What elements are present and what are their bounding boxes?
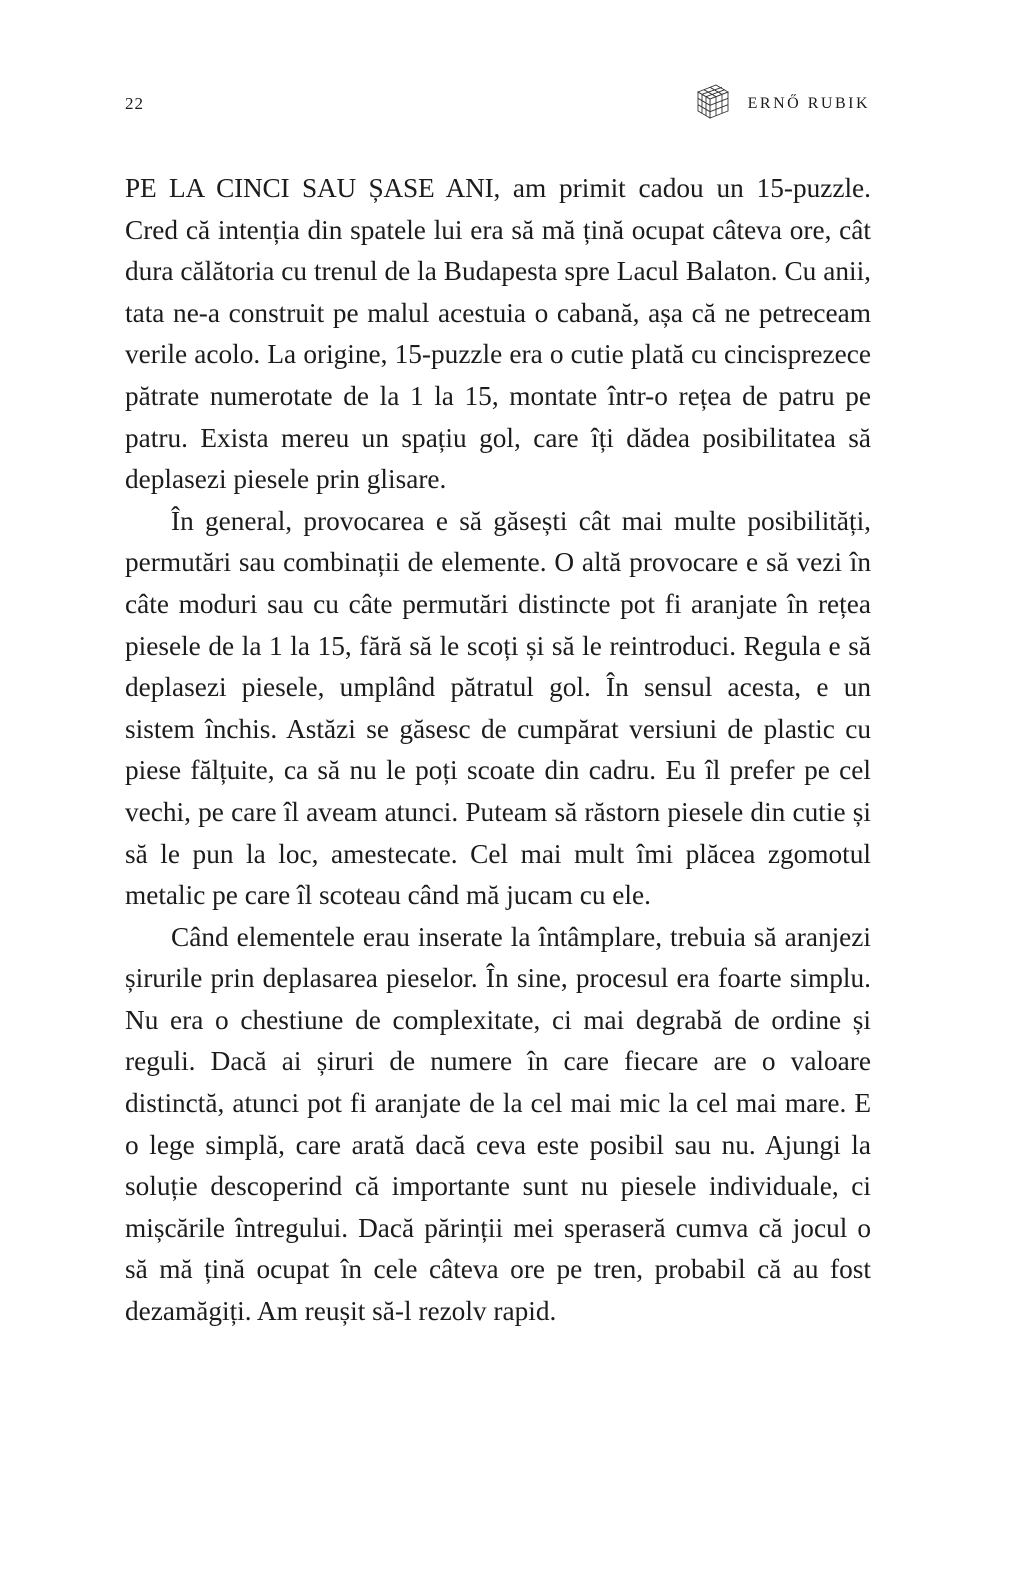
paragraph-2: În general, provocarea e să găsești cât mai multe posibilități, permutări sau combinații de elemente. O altă provocare e să vezi în câte moduri sau cu câte permutări distincte pot fi aranjate în rețea piesele de la 1 la 15, fără să le scoți și să le reintroduci. Regula e să deplasezi piesele, umplând pătratul gol. În sensul acesta, e un sistem închis. Astăzi se găsesc de cumpărat versiuni de plastic cu piese fălțuite, ca să nu le poți scoate din cadru. Eu îl prefer pe cel vechi, pe care îl aveam atunci. Puteam să răstorn piesele din cutie și să le pun la loc, amestecate. Cel mai mult îmi plăcea zgomotul metalic pe care îl scoteau când mă jucam cu ele. — [125, 505, 871, 911]
rubik-cube-icon — [690, 80, 734, 124]
running-head — [690, 80, 870, 124]
author-name: ERNŐ RUBIK — [747, 94, 870, 112]
paragraph-text: am primit cadou un 15-puzzle. Cred că intenția din spatele lui era să mă țină ocupat câteva ore, cât dura călătoria cu trenul de la Budapesta spre Lacul Balaton. Cu anii, tata ne-a construit pe malul acestuia o cabană, așa că ne petreceam verile acolo. La origine, 15-puzzle era o cutie plată cu cincisprezece pătrate numerotate de la 1 la 15, montate într-o rețea de patru pe patru. Exista mereu un spațiu gol, care îți dădea posibilitatea să deplasezi piesele prin glisare. — [125, 173, 871, 495]
paragraph-1 — [125, 168, 871, 501]
paragraph-3: Când elementele erau inserate la întâmplare, trebuia să aranjezi șirurile prin deplasarea pieselor. În sine, procesul era foarte simplu. Nu era o chestiune de complexitate, ci mai degrabă de ordine și reguli. Dacă ai șiruri de numere în care fiecare are o valoare distinctă, atunci pot fi aranjate de la cel mai mic la cel mai mare. E o lege simplă, care arată dacă ceva este posibil sau nu. Ajungi la soluție descoperind că importante sunt nu piesele individuale, ci mișcările întregului. Dacă părinții mei speraseră cumva că jocul o să mă țină ocupat în cele câteva ore pe tren, probabil că au fost dezamăgiți. Am reușit să-l rezolv rapid. — [125, 921, 871, 1327]
body-text — [125, 168, 871, 1333]
paragraph-lead: PE LA CINCI SAU ȘASE ANI, — [125, 173, 501, 203]
page-number: 22 — [125, 94, 144, 113]
